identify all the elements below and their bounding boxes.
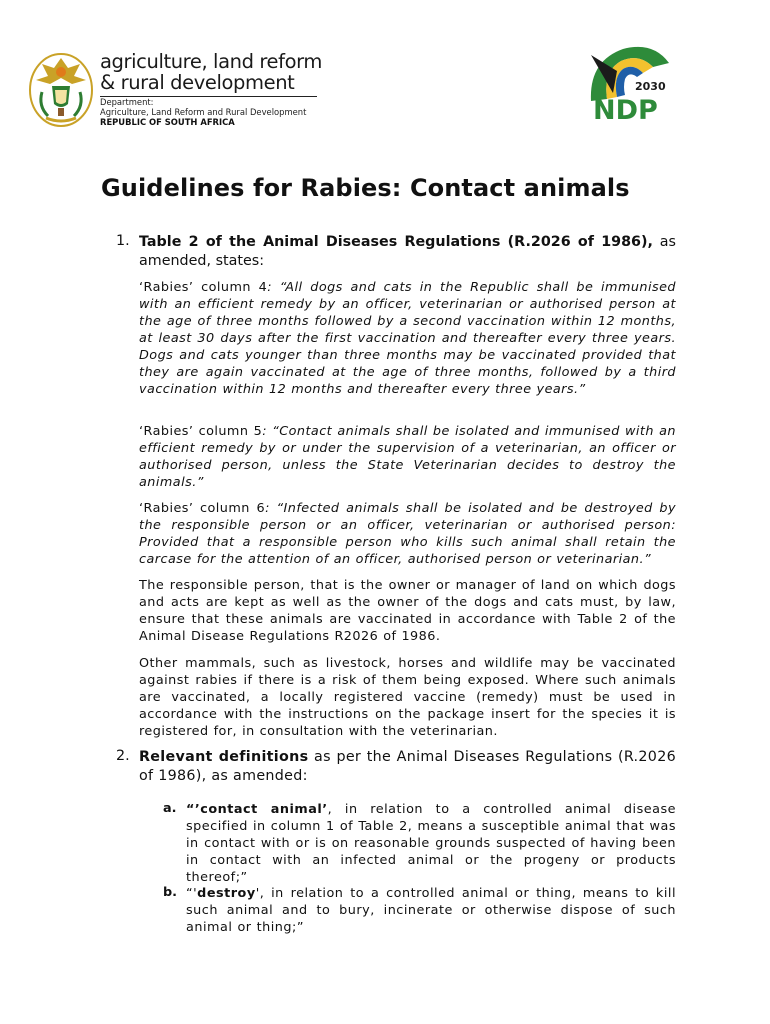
section-1-heading-rest: as amended, states: <box>139 234 676 269</box>
country-name: REPUBLIC OF SOUTH AFRICA <box>100 117 235 127</box>
rabies-column-4-paragraph <box>139 279 676 398</box>
coat-of-arms-logo <box>28 52 94 128</box>
department-label: Department: <box>100 97 154 107</box>
responsible-person-paragraph: The responsible person, that is the owner or manager of land on which dogs and acts are kept as well as the owner of the dogs and cats must, by law, ensure that these animals are vaccinated in accordance with Table 2 of the Animal Disease Regulations R2026 of 1986. <box>139 578 676 644</box>
definition-contact-animal <box>186 801 676 886</box>
rabies-column-5-paragraph <box>139 423 676 491</box>
ndp-2030-logo <box>583 41 673 131</box>
rabies-column-6-paragraph <box>139 500 676 568</box>
page-title: Guidelines for Rabies: Contact animals <box>101 174 630 202</box>
document-header <box>28 46 748 131</box>
department-full-name: Agriculture, Land Reform and Rural Development <box>100 107 307 117</box>
ndp-year: 2030 <box>635 80 666 93</box>
column-6-label: ‘Rabies’ column 6 <box>139 501 266 516</box>
definition-a-term: “’contact animal’ <box>186 802 328 817</box>
ndp-wordmark: NDP <box>593 95 658 126</box>
column-5-label: ‘Rabies’ column 5 <box>139 424 263 439</box>
definition-a-text: , in relation to a controlled animal disease specified in column 1 of Table 2, means a susceptible animal that was in contact with or is on reasonable grounds suspected of having been in contact with an infected animal or the progeny or products thereof;” <box>186 802 676 885</box>
section-2-heading-rest: as per the Animal Diseases Regulations (R.2026 of 1986), as amended: <box>139 749 676 784</box>
definition-b-prefix: “' <box>186 886 198 901</box>
column-6-quote: : “Infected animals shall be isolated and be destroyed by the responsible person or an officer, veterinarian or authorised person: Provided that a responsible person who kills such animal shall retain the carcase for the attention of an officer, authorised person or veterinarian.” <box>139 501 676 567</box>
definition-b-text: ', in relation to a controlled animal or thing, means to kill such animal and to bury, incinerate or otherwise dispose of such animal or thing;” <box>186 886 676 935</box>
section-2-heading-bold: Relevant definitions <box>139 749 309 765</box>
department-title-line2: & rural development <box>100 71 295 94</box>
definition-a-letter: a. <box>163 801 177 816</box>
column-4-label: ‘Rabies’ column 4 <box>139 280 268 295</box>
other-mammals-paragraph: Other mammals, such as livestock, horses and wildlife may be vaccinated against rabies if there is a risk of them being exposed. Where such animals are vaccinated, a locally registered vaccine (remedy) must be used in accordance with the instructions on the package insert for the species it is registered for, in consultation with the veterinarian. <box>139 656 676 739</box>
definition-b-term: destroy <box>197 886 256 901</box>
department-title-line1: agriculture, land reform <box>100 50 323 73</box>
section-1-heading-bold: Table 2 of the Animal Diseases Regulations (R.2026 of 1986), <box>139 234 653 250</box>
section-2-heading <box>139 748 676 786</box>
section-1-heading <box>139 233 676 271</box>
column-4-quote: : “All dogs and cats in the Republic shall be immunised with an efficient remedy by an officer, veterinarian or authorised person at the age of three months followed by a second vaccination within 12 months, at least 30 days after the first vaccination and thereafter every three years. Dogs and cats younger than three months may be vaccinated provided that they are again vaccinated at the age of three months, followed by a third vaccination within 12 months and thereafter every three years.” <box>139 280 677 397</box>
section-2-number: 2. <box>116 748 130 764</box>
column-5-quote: : “Contact animals shall be isolated and immunised with an efficient remedy by or under the supervision of a veterinarian, an officer or authorised person, unless the State Veterinarian decides to destroy the animals.” <box>139 424 676 490</box>
definition-b-letter: b. <box>163 885 178 900</box>
section-1-number: 1. <box>116 233 130 249</box>
department-name-block <box>100 51 322 127</box>
definition-destroy <box>186 885 676 936</box>
